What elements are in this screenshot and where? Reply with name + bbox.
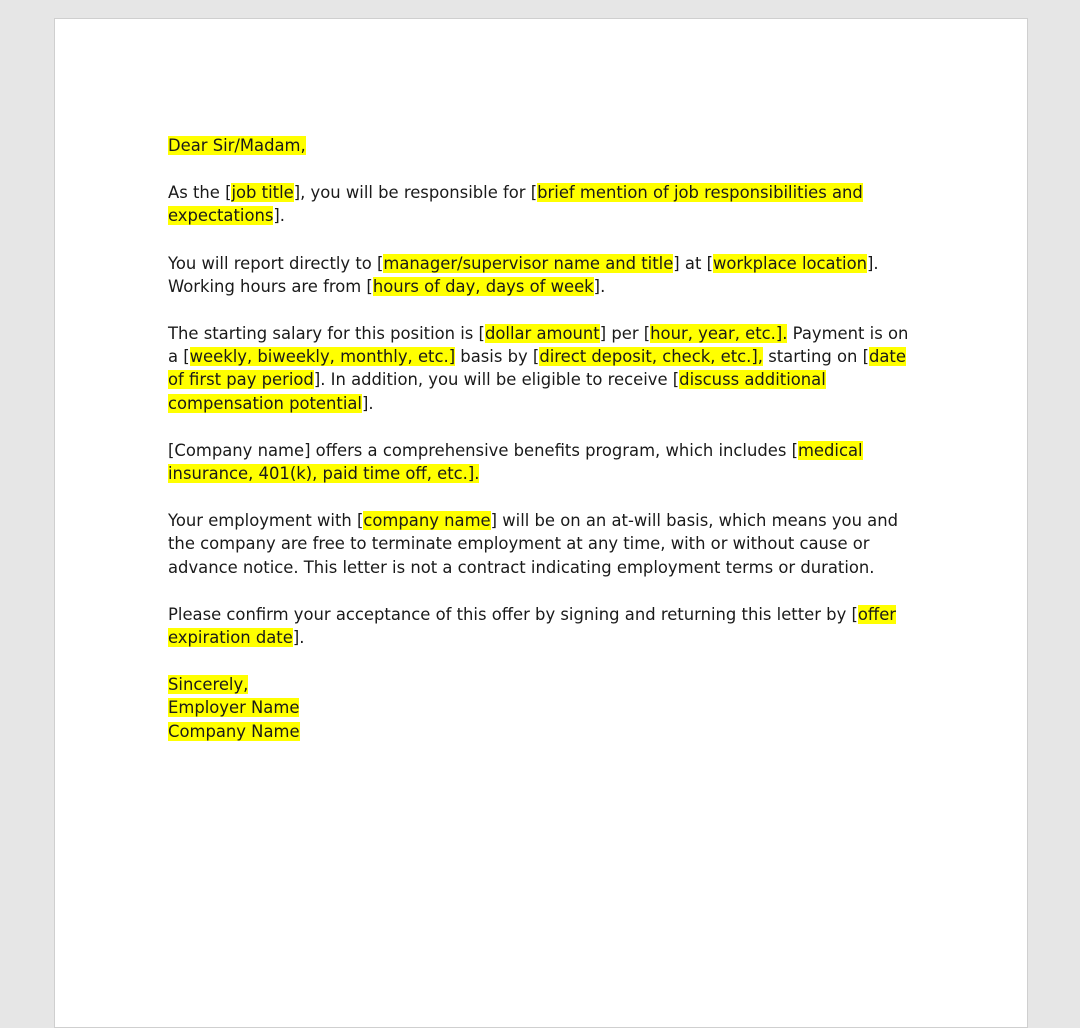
letter-body — [168, 134, 913, 743]
letter-paragraph — [168, 720, 913, 743]
text-segment: ] will be on an at-will basis, which means you and the company are free to terminate employment at any time, with or without cause or advance notice. This letter is not a contract indicating employment terms or duration. — [168, 511, 899, 577]
text-segment: The starting salary for this position is [ — [168, 324, 485, 344]
highlighted-text: Dear Sir/Madam, — [168, 136, 306, 155]
letter-paragraph — [168, 252, 913, 298]
highlighted-text: workplace location — [712, 253, 867, 273]
document-page — [54, 18, 1028, 1028]
highlighted-text: medical insurance, 401(k), paid time off, etc.]. — [168, 440, 863, 484]
text-segment: ]. — [273, 206, 286, 226]
letter-paragraph — [168, 322, 913, 415]
highlighted-text: hour, year, etc.]. — [650, 324, 788, 344]
highlighted-text: weekly, biweekly, monthly, etc.] — [189, 347, 456, 367]
text-segment: ] at [ — [673, 253, 713, 273]
text-segment: starting on [ — [763, 347, 869, 367]
text-segment: Please confirm your acceptance of this offer by signing and returning this letter by [ — [168, 604, 858, 624]
letter-paragraph — [168, 673, 913, 696]
highlighted-text: Sincerely, — [168, 675, 249, 695]
highlighted-text: hours of day, days of week — [372, 276, 594, 296]
letter-paragraph — [168, 439, 913, 485]
text-segment: ]. Working hours are from [ — [168, 253, 879, 296]
highlighted-text: company name — [363, 511, 491, 531]
highlighted-text: dollar amount — [484, 324, 600, 344]
highlighted-text: manager/supervisor name and title — [383, 253, 674, 273]
text-segment: [Company name] offers a comprehensive benefits program, which includes [ — [168, 440, 798, 460]
text-segment: As the [ — [168, 183, 232, 203]
letter-paragraph — [168, 181, 913, 227]
text-segment: Payment is on a [ — [168, 324, 909, 367]
highlighted-text: offer expiration date — [168, 604, 897, 648]
text-segment: ]. In addition, you will be eligible to receive [ — [313, 370, 680, 390]
text-segment: ]. — [593, 276, 606, 296]
text-segment: ] per [ — [599, 324, 651, 344]
text-segment: ], you will be responsible for [ — [293, 183, 538, 203]
text-segment: ]. — [361, 393, 374, 413]
letter-paragraph — [168, 509, 913, 579]
text-segment: You will report directly to [ — [168, 253, 384, 273]
letter-paragraph — [168, 603, 913, 649]
highlighted-text: Employer Name — [168, 698, 300, 718]
highlighted-text: direct deposit, check, etc.], — [539, 347, 763, 367]
letter-paragraph — [168, 696, 913, 719]
highlighted-text: brief mention of job responsibilities and expectations — [168, 183, 863, 226]
letter-paragraph — [168, 134, 913, 157]
highlighted-text: job title — [231, 183, 294, 203]
text-segment: ]. — [292, 628, 305, 648]
text-segment: basis by [ — [455, 347, 540, 367]
highlighted-text: discuss additional compensation potential — [168, 370, 826, 413]
highlighted-text: date of first pay period — [168, 347, 906, 390]
text-segment: Your employment with [ — [168, 511, 364, 531]
highlighted-text: Company Name — [168, 721, 300, 741]
